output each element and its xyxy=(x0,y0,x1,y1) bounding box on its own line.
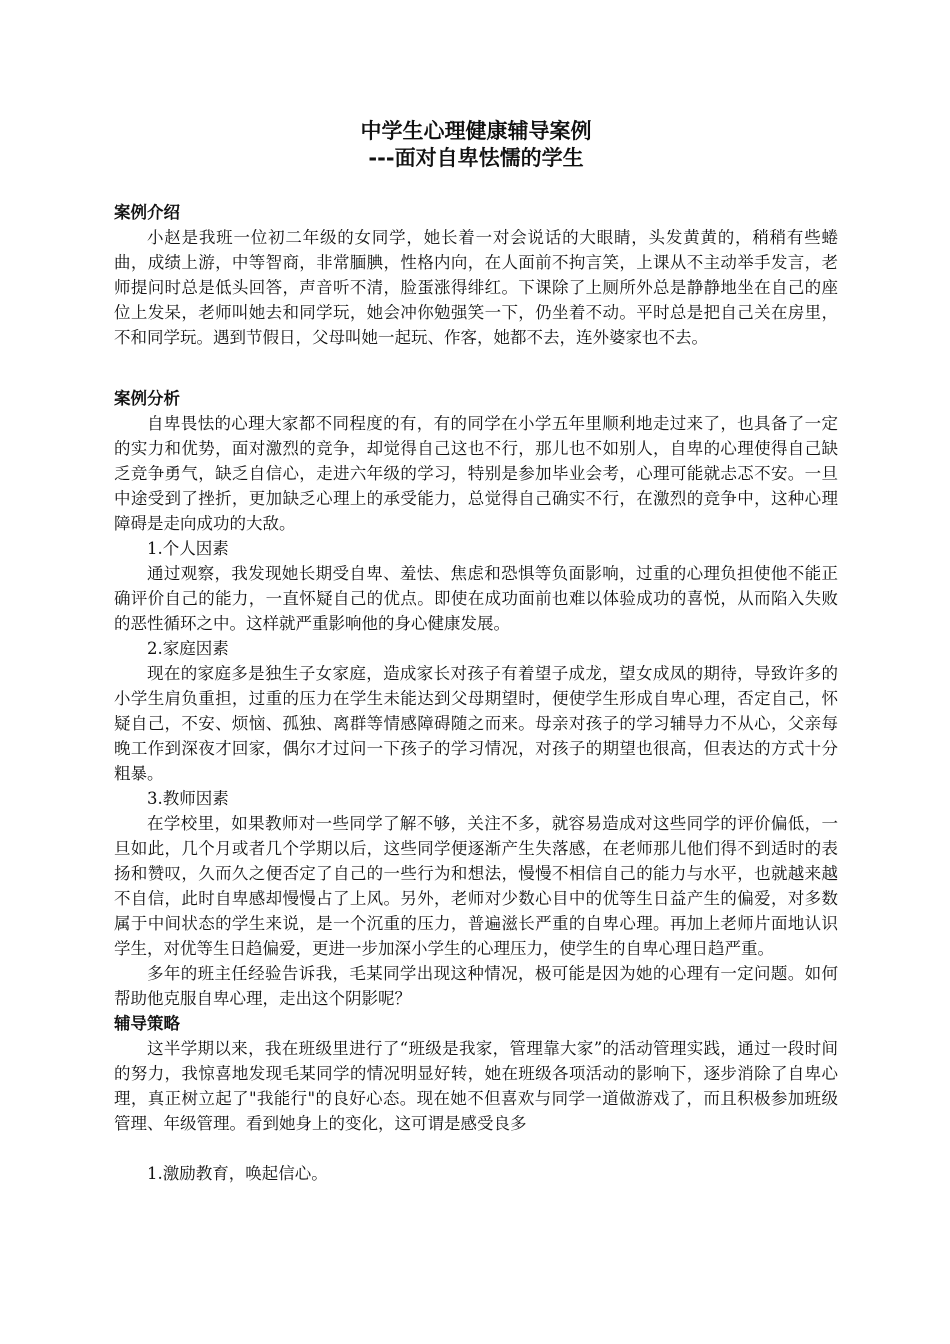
spacer xyxy=(114,1136,838,1161)
analysis-paragraph: 自卑畏怯的心理大家都不同程度的有，有的同学在小学五年里顺利地走过来了，也具备了一定的实力和优势，面对激烈的竞争，却觉得自己这也不行，那儿也不如别人，自卑的心理使得自己缺乏竞争勇气，缺乏自信心，走进六年级的学习，特别是参加毕业会考，心理可能就忐忑不安。一旦中途受到了挫折，更加缺乏心理上的承受能力，总觉得自己确实不行，在激烈的竞争中，这种心理障碍是走向成功的大敌。 xyxy=(114,414,838,533)
factor-2-text: 现在的家庭多是独生子女家庭，造成家长对孩子有着望子成龙，望女成凤的期待，导致许多的小学生肩负重担，过重的压力在学生未能达到父母期望时，便使学生形成自卑心理，否定自己，怀疑自己，不安、烦恼、孤独、离群等情感障碍随之而来。母亲对孩子的学习辅导力不从心，父亲每晚工作到深夜才回家，偶尔才过问一下孩子的学习情况，对孩子的期望也很高，但表达的方式十分粗暴。 xyxy=(114,664,838,783)
factor-3-label: 3.教师因素 xyxy=(147,789,229,808)
page-subtitle: ---面对自卑怯懦的学生 xyxy=(368,146,584,170)
factor-3-text: 在学校里，如果教师对一些同学了解不够，关注不多，就容易造成对这些同学的评价偏低，一旦如此，几个月或者几个学期以后，这些同学便逐渐产生失落感，在老师那儿他们得不到适时的表扬和赞叹，久而久之便否定了自己的一些行为和想法，慢慢不相信自己的能力与水平，也就越来越不自信，此时自卑感却慢慢占了上风。另外，老师对少数心目中的优等生日益产生的偏爱，对多数属于中间状态的学生来说，是一个沉重的压力，普遍滋长严重的自卑心理。再加上老师片面地认识学生，对优等生日趋偏爱，更进一步加深小学生的心理压力，使学生的自卑心理日趋严重。 xyxy=(114,814,838,958)
factor-1-text: 通过观察，我发现她长期受自卑、羞怯、焦虑和恐惧等负面影响，过重的心理负担使他不能正确评价自己的能力，一直怀疑自己的优点。即使在成功面前也难以体验成功的喜悦，从而陷入失败的恶性循环之中。这样就严重影响他的身心健康发展。 xyxy=(114,564,838,633)
factor-2-label: 2.家庭因素 xyxy=(147,639,229,658)
section-heading-analysis: 案例分析 xyxy=(114,389,180,408)
page-title: 中学生心理健康辅导案例 xyxy=(360,119,592,143)
intro-paragraph: 小赵是我班一位初二年级的女同学，她长着一对会说话的大眼睛，头发黄黄的，稍稍有些蜷曲，成绩上游，中等智商，非常腼腆，性格内向，在人面前不拘言笑，上课从不主动举手发言，老师提问时总是低头回答，声音听不清，脸蛋涨得绯红。下课除了上厕所外总是静静地坐在自己的座位上发呆，老师叫她去和同学玩，她会冲你勉强笑一下，仍坐着不动。平时总是把自己关在房里，不和同学玩。遇到节假日，父母叫她一起玩、作客，她都不去，连外婆家也不去。 xyxy=(114,228,838,347)
document-page xyxy=(114,118,838,1186)
section-heading-strategy: 辅导策略 xyxy=(114,1014,180,1033)
spacer xyxy=(114,350,838,386)
factor-1-label: 1.个人因素 xyxy=(147,539,229,558)
section-heading-intro: 案例介绍 xyxy=(114,203,180,222)
analysis-conclusion: 多年的班主任经验告诉我，毛某同学出现这种情况，极可能是因为她的心理有一定问题。如何帮助他克服自卑心理，走出这个阴影呢？ xyxy=(114,964,838,1008)
strategy-item-1: 1.激励教育，唤起信心。 xyxy=(147,1164,328,1183)
strategy-paragraph: 这半学期以来，我在班级里进行了“班级是我家，管理靠大家”的活动管理实践，通过一段时间的努力，我惊喜地发现毛某同学的情况明显好转，她在班级各项活动的影响下，逐步消除了自卑心理，真正树立起了"我能行"的良好心态。现在她不但喜欢与同学一道做游戏了，而且积极参加班级管理、年级管理。看到她身上的变化，这可谓是感受良多 xyxy=(114,1039,838,1133)
title-block xyxy=(114,118,838,172)
